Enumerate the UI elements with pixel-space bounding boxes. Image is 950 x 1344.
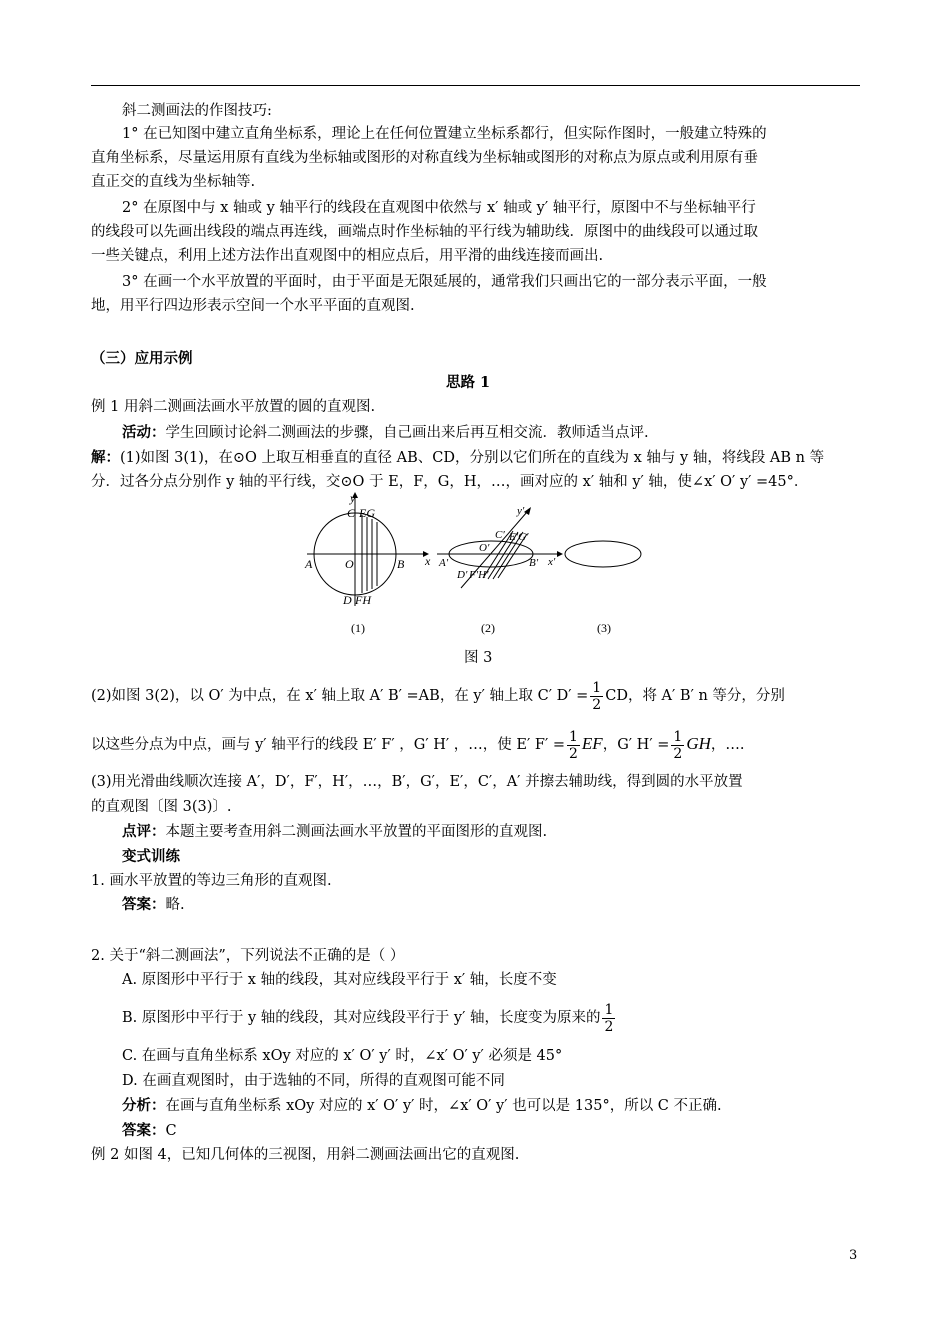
practice-option-b: [122, 998, 617, 1038]
example1-title: 例 1 用斜二测画法画水平放置的圆的直观图.: [91, 399, 376, 415]
solution-text-1: (1)如图 3(1)，在⊙O 上取互相垂直的直径 AB、CD，分别以它们所在的直线为 x 轴与 y 轴，将线段 AB n 等: [120, 450, 825, 466]
example1-solution-line1: [91, 448, 824, 468]
practice-analysis: [122, 1096, 722, 1116]
q2-answer: C: [165, 1123, 177, 1139]
example1-step2-line2: [91, 724, 744, 764]
practice-heading: 变式训练: [122, 848, 180, 865]
analysis-label: 分析：: [122, 1097, 166, 1114]
label-A-prime: A′: [439, 557, 449, 569]
intro-p2-line1: 2° 在原图中与 x 轴或 y 轴平行的线段在直观图中依然与 x′ 轴或 y′ 轴平行，原图中不与坐标轴平行: [122, 200, 756, 216]
intro-p3-line1: 3° 在画一个水平放置的平面时，由于平面是无限延展的，通常我们只画出它的一部分表示平面，一般: [122, 274, 767, 290]
solution-label: 解：: [91, 449, 120, 466]
activity-text: 学生回顾讨论斜二测画法的步骤，自己画出来后再互相交流．教师适当点评.: [165, 425, 649, 441]
example1-solution-line2: 分．过各分点分别作 y 轴的平行线，交⊙O 于 E，F，G，H，…，画对应的 x′ 轴和 y′ 轴，使∠x′ O′ y′ =45°．: [91, 474, 809, 490]
label-O: O: [345, 557, 354, 571]
example1-comment: [122, 822, 547, 842]
label-EG-prime: E′G′: [509, 531, 529, 543]
example1-step3-line1: (3)用光滑曲线顺次连接 A′，D′，F′，H′，…，B′，G′，E′，C′，A′ 并擦去辅助线，得到圆的水平放置: [91, 774, 743, 790]
practice-q2-answer: [122, 1121, 177, 1141]
section-subheading: 思路 1: [446, 374, 491, 391]
practice-q1-answer: [122, 895, 185, 915]
activity-label: 活动：: [122, 424, 166, 441]
step2-text-b: CD，将 A′ B′ n 等分，分别: [605, 688, 785, 704]
figure-3-part-2: [437, 505, 563, 635]
figure-3-part-3: [565, 541, 641, 635]
label-x-prime: x′: [548, 556, 556, 568]
step2-text-c: 以这些分点为中点，画与 y′ 轴平行的线段 E′ F′ ，G′ H′ ，…，使 E′ F′ =: [91, 737, 565, 753]
label-D-prime: D′: [457, 569, 468, 581]
intro-p1-line1: 1° 在已知图中建立直角坐标系，理论上在任何位置建立坐标系都行，但实际作图时，一般建立特殊的: [122, 126, 767, 142]
page-number: 3: [849, 1248, 858, 1263]
label-x: x: [425, 554, 431, 568]
step2-text-a: (2)如图 3(2)，以 O′ 为中点，在 x′ 轴上取 A′ B′ =AB，在 y′ 轴上取 C′ D′ =: [91, 688, 589, 704]
practice-q1: 1. 画水平放置的等边三角形的直观图.: [91, 873, 332, 889]
example1-activity: [122, 423, 649, 443]
q1-answer: 略.: [165, 897, 185, 913]
comment-label: 点评：: [122, 823, 166, 840]
half-fraction-1: $\frac{1}{2}$: [592, 679, 602, 713]
segment-GH: GH: [686, 734, 711, 753]
label-y-prime: y′: [517, 505, 525, 517]
label-D: D: [343, 593, 352, 607]
figure-3: [295, 488, 655, 643]
subfig-1-label: (1): [351, 621, 365, 635]
label-O-prime: O′: [479, 542, 490, 554]
label-B-prime: B′: [529, 557, 539, 569]
label-EG: EG: [359, 506, 375, 520]
label-A: A: [305, 557, 313, 571]
practice-q2: 2. 关于“斜二测画法”，下列说法不正确的是（ ）: [91, 948, 405, 964]
label-C: C: [347, 506, 356, 520]
section-heading: （三）应用示例: [91, 350, 193, 367]
intro-p2-line2: 的线段可以先画出线段的端点再连线，画端点时作坐标轴的平行线为辅助线．原图中的曲线段可以通过取: [91, 224, 758, 240]
comment-text: 本题主要考查用斜二测画法画水平放置的平面图形的直观图.: [165, 824, 548, 840]
q1-answer-label: 答案：: [122, 896, 166, 913]
step2-text-e: ，G′ H′ =: [602, 737, 670, 753]
label-B: B: [397, 557, 405, 571]
figure-3-part-1: [304, 491, 431, 635]
intro-p3-line2: 地，用平行四边形表示空间一个水平平面的直观图.: [91, 298, 415, 314]
q2-answer-label: 答案：: [122, 1122, 166, 1139]
subfig-2-label: (2): [481, 621, 495, 635]
figure-3-caption: 图 3: [464, 650, 493, 666]
option-b-text: B. 原图形中平行于 y 轴的线段，其对应线段平行于 y′ 轴，长度变为原来的: [122, 1010, 601, 1026]
example1-step3-line2: 的直观图〔图 3(3)〕.: [91, 799, 232, 815]
intro-p1-line3: 直正交的直线为坐标轴等.: [91, 174, 256, 190]
step2-text-g: ，….: [710, 737, 745, 753]
label-FH-prime: F′H′: [469, 569, 489, 581]
intro-p1-line2: 直角坐标系，尽量运用原有直线为坐标轴或图形的对称直线为坐标轴或图形的对称点为原点或利用原有垂: [91, 150, 758, 166]
segment-EF: EF: [581, 734, 603, 753]
example1-step2-line1: [91, 676, 785, 716]
half-fraction-2: $\frac{1}{2}$: [569, 728, 578, 762]
label-C-prime: C′: [495, 529, 505, 541]
half-fraction-3: $\frac{1}{2}$: [673, 728, 683, 762]
practice-option-d: D. 在画直观图时，由于选轴的不同，所得的直观图可能不同: [122, 1073, 505, 1089]
intro-p2-line3: 一些关键点，利用上述方法作出直观图中的相应点后，用平滑的曲线连接而画出.: [91, 248, 604, 264]
label-FH: FH: [355, 593, 371, 607]
intro-title: 斜二测画法的作图技巧:: [122, 103, 272, 119]
subfig-3-label: (3): [597, 621, 611, 635]
half-fraction-4: $\frac{1}{2}$: [604, 1001, 614, 1035]
practice-option-a: A. 原图形中平行于 x 轴的线段，其对应线段平行于 x′ 轴，长度不变: [122, 972, 557, 988]
header-rule: [91, 85, 860, 86]
label-y: y: [350, 491, 356, 505]
practice-option-c: C. 在画与直角坐标系 xOy 对应的 x′ O′ y′ 时，∠x′ O′ y′ 必须是 45°: [122, 1048, 563, 1064]
analysis-text: 在画与直角坐标系 xOy 对应的 x′ O′ y′ 时，∠x′ O′ y′ 也可以是 135°，所以 C 不正确.: [165, 1098, 722, 1114]
example2-title: 例 2 如图 4，已知几何体的三视图，用斜二测画法画出它的直观图.: [91, 1147, 520, 1163]
